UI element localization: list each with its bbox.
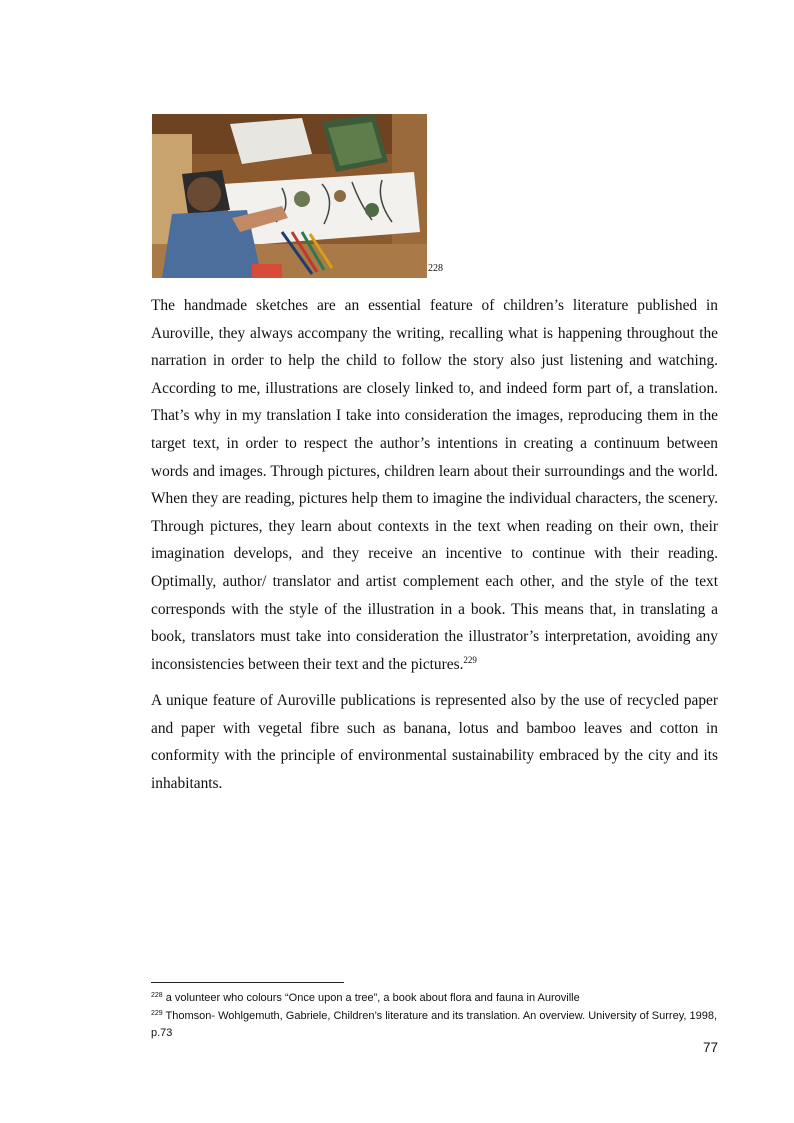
footnote-ref-229: 229	[463, 654, 477, 665]
figure-footnote-ref: 228	[428, 263, 443, 274]
paragraph-illustrations	[151, 292, 718, 678]
paragraph-recycled-paper: A unique feature of Auroville publications is represented also by the use of recycled paper and paper with vegetal fibre such as banana, lotus and bamboo leaves and cotton in conformity with the principle of environmental sustainability embraced by the city and its inhabitants.	[151, 692, 718, 792]
footnotes	[151, 990, 721, 1043]
footnote-229	[151, 1008, 721, 1043]
footnote-228	[151, 990, 721, 1008]
figure-photo	[152, 114, 427, 278]
photo-icon	[152, 114, 427, 278]
footnote-number: 228	[151, 992, 163, 999]
footnote-text: a volunteer who colours “Once upon a tree”, a book about flora and fauna in Auroville	[165, 992, 580, 1004]
footnote-number: 229	[151, 1009, 163, 1017]
footnote-divider	[151, 982, 344, 983]
footnote-text: Thomson- Wohlgemuth, Gabriele, Children’s literature and its translation. An overview. University of Surrey, 1998, p.73	[151, 1009, 718, 1039]
page-number: 77	[702, 1040, 718, 1055]
paragraph-text: The handmade sketches are an essential feature of children’s literature published in Auroville, they always accompany the writing, recalling what is happening throughout the narration in order to help the child to follow the story also just listening and watching. According to me, illustrations are closely linked to, and indeed form part of, a translation. That’s why in my translation I take into consideration the images, reproducing them in the target text, in order to respect the author’s intentions in creating a continuum between words and images. Through pictures, children learn about their surroundings and the world. When they are reading, pictures help them to imagine the individual characters, the scenery. Through pictures, they learn about contexts in the text when reading on their own, their imagination develops, and they receive an incentive to continue with their reading. Optimally, author/ translator and artist complement each other, and the style of the text corresponds with the style of the illustration in a book. This means that, in translating a book, translators must take into consideration the illustrator’s interpretation, avoiding any inconsistencies between their text and the pictures.	[151, 297, 718, 673]
